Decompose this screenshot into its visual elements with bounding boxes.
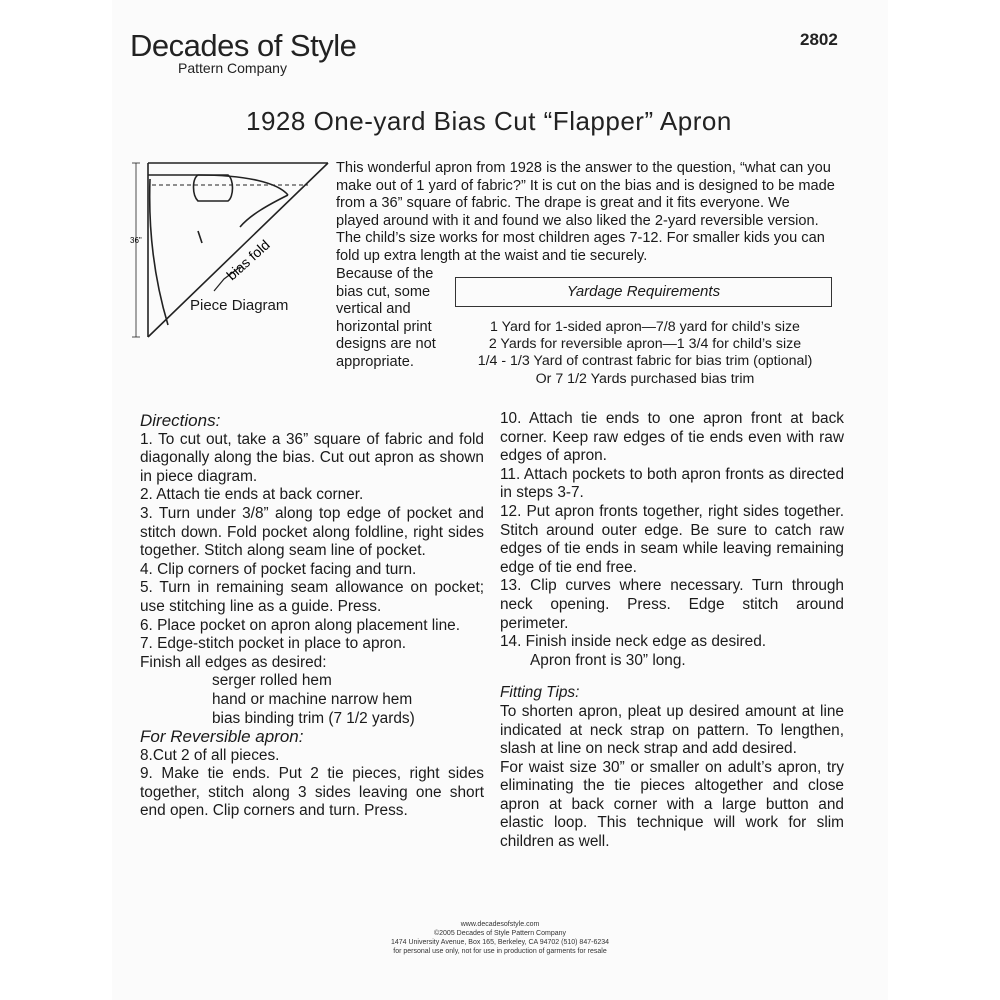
footer — [330, 920, 670, 956]
yardage-line: 2 Yards for reversible apron—1 3/4 for child’s size — [488, 336, 802, 353]
footer-website: www.decadesofstyle.com — [460, 921, 540, 928]
finish-option: bias binding trim (7 1/2 yards) — [212, 709, 415, 727]
length-note: Apron front is 30” long. — [530, 651, 686, 669]
direction-step: 11. Attach pockets to both apron fronts as directed in steps 3-7. — [500, 465, 844, 502]
fitting-tip: To shorten apron, pleat up desired amount at line indicated at neck strap on pattern. To lengthen, slash at line on neck strap and add desired. — [500, 702, 844, 758]
direction-step: 12. Put apron fronts together, right sides together. Stitch around outer edge. Be sure to catch raw edges of tie ends in seam while leaving remaining edge of tie end free. — [500, 502, 844, 576]
footer-copyright: ©2005 Decades of Style Pattern Company — [433, 930, 566, 937]
fitting-tips-heading: Fitting Tips: — [500, 684, 580, 702]
bias-note: Because of the bias cut, some vertical and horizontal print designs are not appropriate. — [336, 266, 436, 370]
direction-step: 13. Clip curves where necessary. Turn through neck opening. Press. Edge stitch around perimeter. — [500, 577, 844, 632]
fitting-tip: For waist size 30” or smaller on adult’s apron, try eliminating the tie pieces altogether and close apron at back corner with a large button and elastic loop. This technique will work for slim children as well. — [500, 758, 844, 851]
bias-fold-label: bias fold — [223, 236, 273, 284]
finish-option: hand or machine narrow hem — [212, 690, 413, 708]
brand-name: Decades of Style — [130, 28, 357, 63]
size-label: 36" — [130, 236, 142, 245]
direction-step: 2. Attach tie ends at back corner. — [140, 486, 364, 504]
pattern-number: 2802 — [800, 30, 838, 49]
direction-step: 10. Attach tie ends to one apron front at back corner. Keep raw edges of tie ends even with raw edges of apron. — [500, 410, 844, 465]
direction-step: 9. Make tie ends. Put 2 tie pieces, right sides together, stitch along 3 sides leaving one short end open. Clip corners and turn. Press. — [140, 765, 484, 820]
directions-heading: Directions: — [140, 411, 221, 430]
yardage-heading: Yardage Requirements — [455, 277, 832, 307]
footer-notice: for personal use only, not for use in production of garments for resale — [393, 948, 607, 955]
direction-step: 3. Turn under 3/8” along top edge of pocket and stitch down. Fold pocket along foldline, right sides together. Stitch along seam line of pocket. — [140, 504, 484, 560]
direction-step: 5. Turn in remaining seam allowance on pocket; use stitching line as a guide. Press. — [140, 579, 484, 615]
piece-diagram — [128, 155, 348, 355]
direction-step: 14. Finish inside neck edge as desired. — [500, 633, 767, 651]
direction-step: Finish all edges as desired: — [140, 653, 327, 671]
brand-logo — [130, 28, 356, 76]
page-title: 1928 One-yard Bias Cut “Flapper” Apron — [246, 106, 732, 136]
direction-step: 4. Clip corners of pocket facing and turn. — [140, 560, 417, 578]
footer-address: 1474 University Avenue, Box 165, Berkeley, CA 94702 (510) 847-6234 — [390, 939, 610, 946]
direction-step: 6. Place pocket on apron along placement line. — [140, 616, 460, 634]
finish-option: serger rolled hem — [212, 672, 332, 690]
brand-subtitle: Pattern Company — [178, 60, 287, 76]
intro-paragraph: This wonderful apron from 1928 is the answer to the question, “what can you make out of 1 yard of fabric?” It is cut on the bias and is designed to be made from a 36” square of fabric. The drape is great and it fits everyone. We played around with it and found we also liked the 2-yard reversible version. The child’s size works for most children ages 7-12. For smaller kids you can fold up extra length at the waist and tie securely. — [336, 160, 835, 264]
direction-step: 8.Cut 2 of all pieces. — [140, 746, 280, 764]
yardage-line: 1/4 - 1/3 Yard of contrast fabric for bias trim (optional) — [477, 353, 813, 370]
yardage-line: 1 Yard for 1-sided apron—7/8 yard for child’s size — [490, 319, 800, 335]
yardage-line: Or 7 1/2 Yards purchased bias trim — [535, 370, 755, 387]
direction-step: 1. To cut out, take a 36” square of fabric and fold diagonally along the bias. Cut out apron as shown in piece diagram. — [140, 430, 484, 485]
directions-right-column — [500, 410, 844, 852]
directions-left-column — [140, 412, 484, 821]
direction-step: 7. Edge-stitch pocket in place to apron. — [140, 635, 407, 653]
piece-diagram-caption: Piece Diagram — [190, 297, 289, 314]
reversible-heading: For Reversible apron: — [140, 727, 304, 747]
yardage-list — [450, 319, 840, 388]
